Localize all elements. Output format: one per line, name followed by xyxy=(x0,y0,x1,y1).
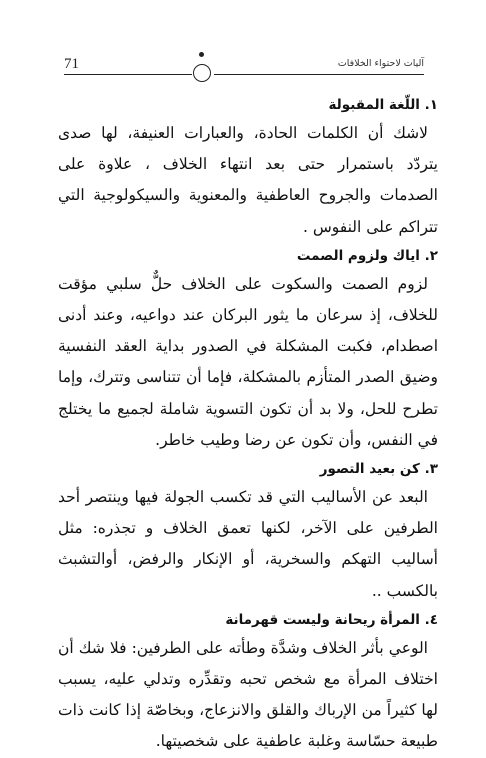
section-heading: ٢. اياك ولزوم الصمت xyxy=(296,247,438,264)
section-paragraph: الوعي بأثر الخلاف وشدَّة وطأته على الطرفين: فلا شك أن اختلاف المرأة مع شخص تحبه وتقدِّره وتدلي عليه، يسبب لها كثيراً من الإرباك والقلق والانزعاج، وبخاصّة إذا كانت ذات طبيعة حسّاسة وغلبة عاطفية على شخصيتها. xyxy=(58,638,438,751)
header-rule-left xyxy=(64,74,192,75)
page-header xyxy=(64,52,424,82)
section-heading: ٣. كن بعيد التصور xyxy=(319,461,438,478)
page-body xyxy=(58,92,438,758)
section-paragraph: لاشك أن الكلمات الحادة، والعبارات العنيفة، لها صدى يتردّد باستمرار حتى بعد انتهاء الخلاف ، علاوة على الصدمات والجروح العاطفية والمعنوية والسيكولوجية التي تتراكم على النفوس . xyxy=(58,124,438,236)
section-4 xyxy=(58,607,438,758)
section-3 xyxy=(58,456,438,607)
section-heading: ١. اللّغة المقبولة xyxy=(328,97,438,113)
ornament-dot-icon xyxy=(199,52,204,57)
section-2 xyxy=(58,243,438,456)
section-heading: ٤. المرأة ريحانة وليست قهرمانة xyxy=(225,611,438,628)
running-title: آليات لاحتواء الخلافات xyxy=(337,58,424,69)
section-1 xyxy=(58,92,438,243)
section-paragraph: البعد عن الأساليب التي قد تكسب الجولة فيها وينتصر أحد الطرفين على الآخر، لكنها تعمق الخلاف و تجذره: مثل أساليب التهكم والسخرية، أو الإنكار والرفض، أوالتشبث بالكسب .. xyxy=(58,488,438,600)
section-paragraph: لزوم الصمت والسكوت على الخلاف حلٌّ سلبي مؤقت للخلاف، إذ سرعان ما يثور البركان عند دواعيه، وعند أدنى اصطدام، فكبت المشكلة في الصدور بداية العقد النفسية وضيق الصدر المتأزم بالمشكلة، فإما أن تتناسى وتترك، وإما تطرح للحل، ولا بد أن تكون التسوية شاملة لجميع ما يختلج في النفس، وأن تكون عن رضا وطيب خاطر. xyxy=(58,274,438,449)
page-number: 71 xyxy=(64,56,79,72)
ornament-circle-icon xyxy=(193,64,211,82)
header-rule-right xyxy=(214,74,424,75)
